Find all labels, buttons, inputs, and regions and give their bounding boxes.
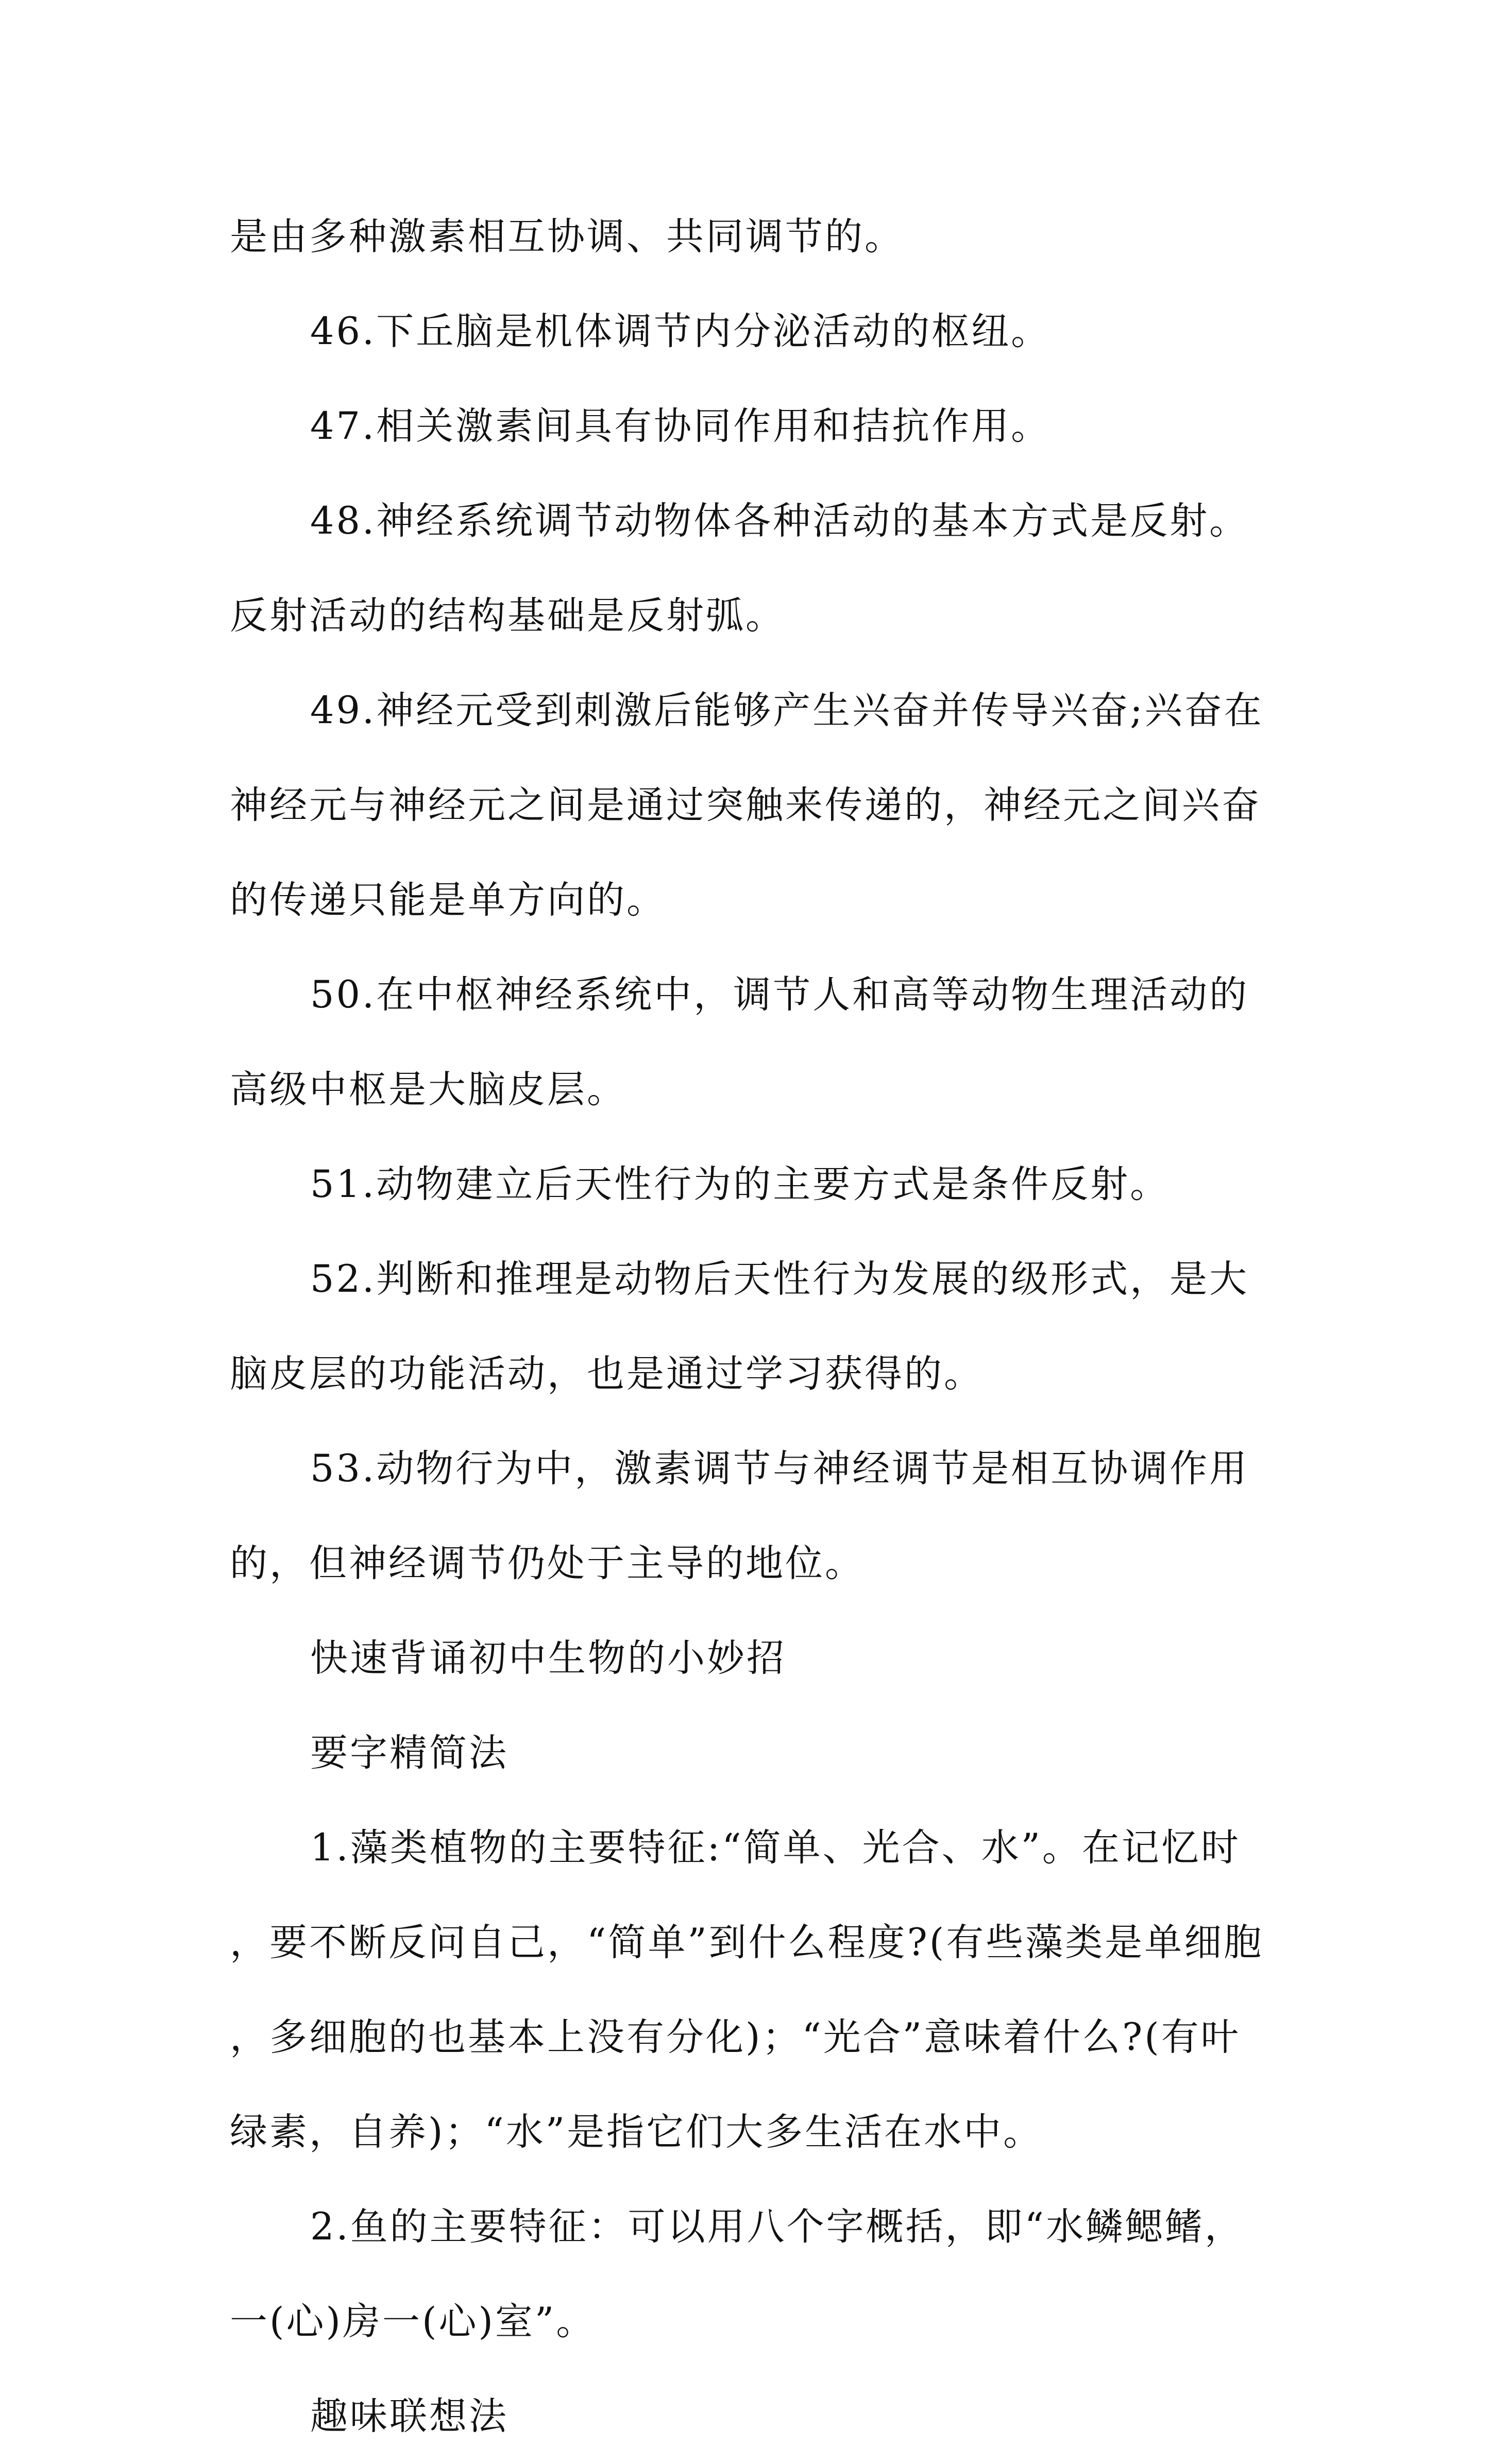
paragraph-52: 52.判断和推理是动物后天性行为发展的级形式，是大脑皮层的功能活动，也是通过学习获得的。 [230, 1257, 1249, 1396]
section-heading-method-2: 趣味联想法 [310, 2394, 509, 2438]
paragraph-47: 47.相关激素间具有协同作用和拮抗作用。 [310, 404, 1051, 448]
section-heading-tips: 快速背诵初中生物的小妙招 [310, 1636, 786, 1680]
paragraph-continuation: 是由多种激素相互协调、共同调节的。 [230, 215, 904, 259]
paragraph-algae: 1.藻类植物的主要特征:“简单、光合、水”。在记忆时，要不断反问自己，“简单”到什么程度?(有些藻类是单细胞，多细胞的也基本上没有分化)；“光合”意味着什么?(有叶绿素，自养)；“水”是指它们大多生活在水中。 [230, 1826, 1264, 2154]
paragraph-48: 48.神经系统调节动物体各种活动的基本方式是反射。反射活动的结构基础是反射弧。 [230, 499, 1249, 638]
paragraph-49: 49.神经元受到刺激后能够产生兴奋并传导兴奋;兴奋在神经元与神经元之间是通过突触来传递的，神经元之间兴奋的传递只能是单方向的。 [230, 689, 1264, 922]
document-body [230, 190, 1276, 2464]
paragraph-fish: 2.鱼的主要特征：可以用八个字概括，即“水鳞鳃鳍，一(心)房一(心)室”。 [230, 2205, 1244, 2343]
paragraph-50: 50.在中枢神经系统中，调节人和高等动物生理活动的高级中枢是大脑皮层。 [230, 973, 1249, 1111]
paragraph-51: 51.动物建立后天性行为的主要方式是条件反射。 [310, 1162, 1170, 1206]
paragraph-46: 46.下丘脑是机体调节内分泌活动的枢纽。 [310, 310, 1051, 353]
paragraph-53: 53.动物行为中，激素调节与神经调节是相互协调作用的，但神经调节仍处于主导的地位。 [230, 1447, 1249, 1585]
section-heading-method-1: 要字精简法 [310, 1731, 509, 1775]
